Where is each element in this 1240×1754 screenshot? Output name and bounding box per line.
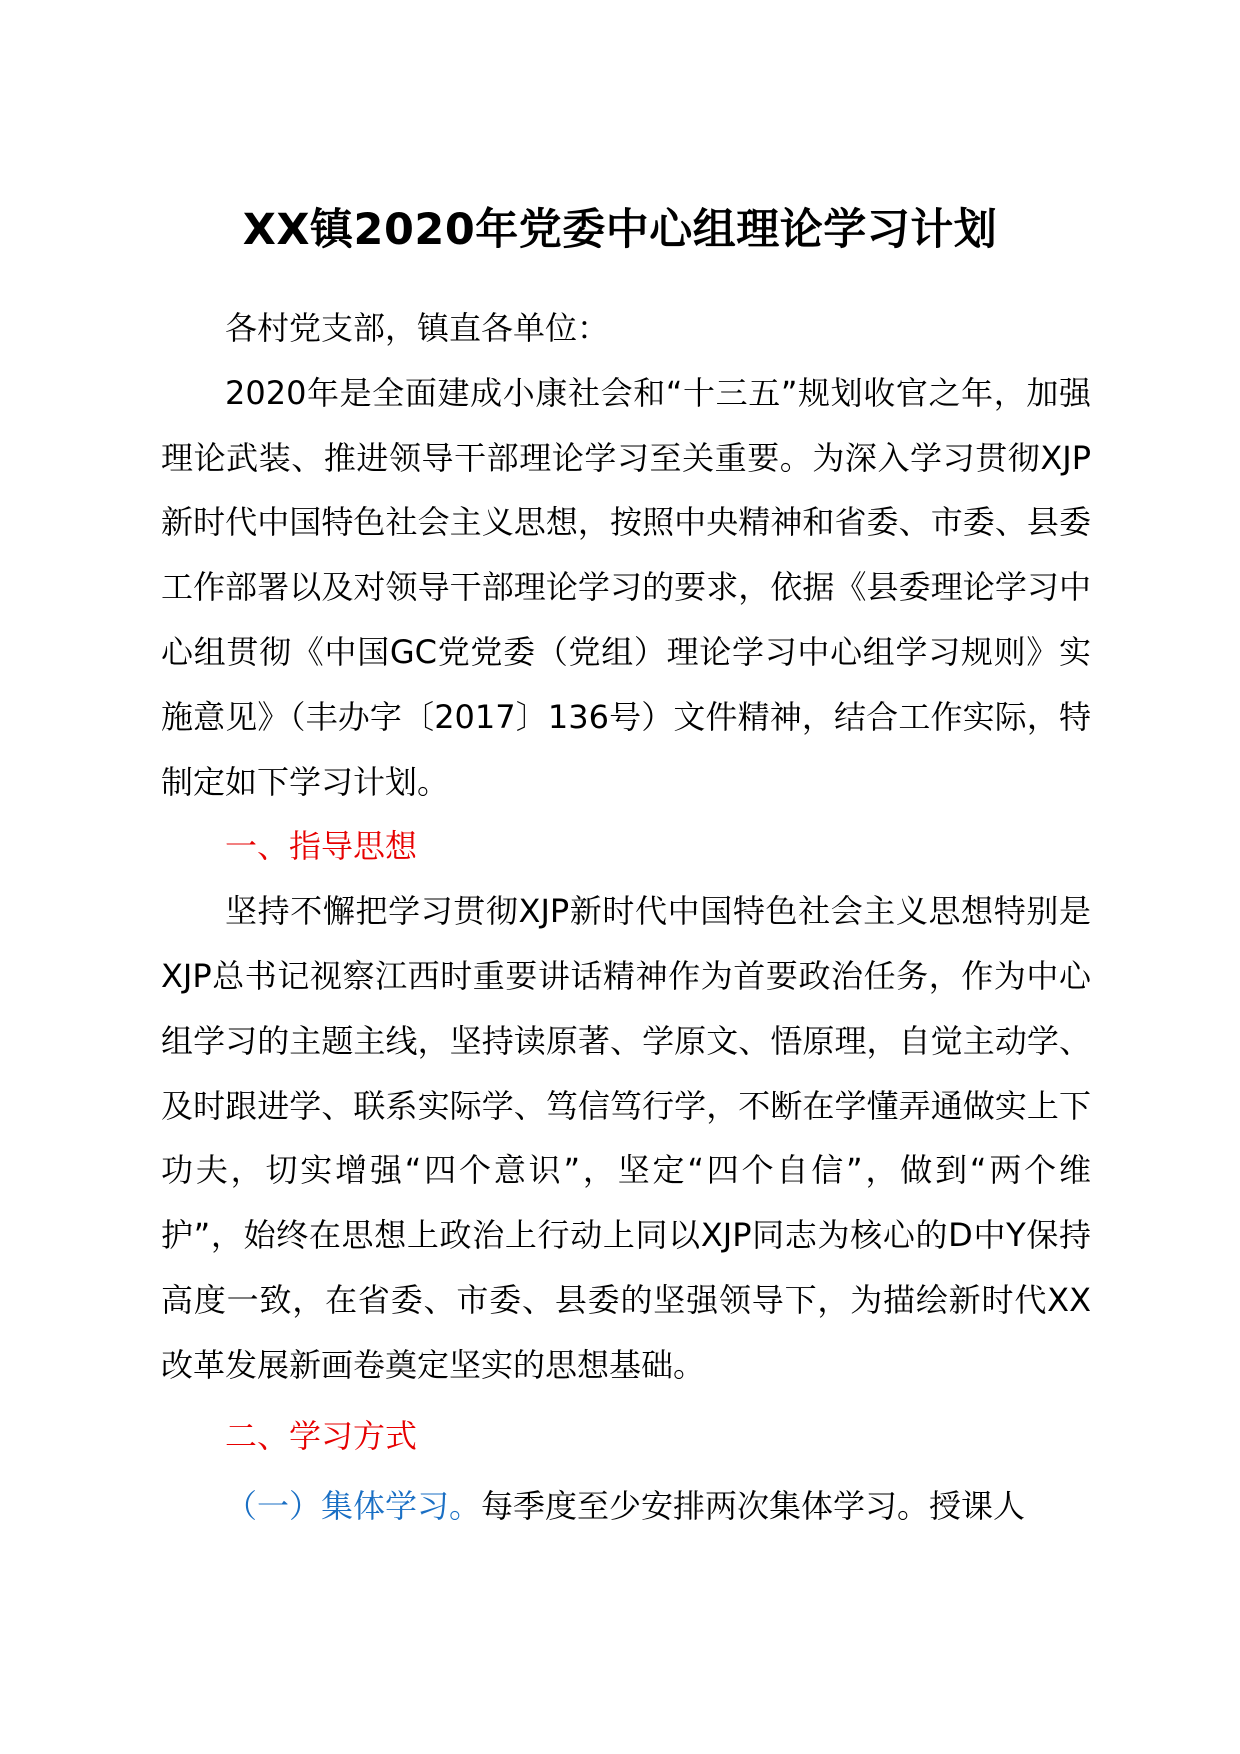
collective-study-paragraph: [161, 1474, 1091, 1539]
intro-paragraph: 2020年是全面建成小康社会和“十三五”规划收官之年，加强理论武装、推进领导干部理论学习至关重要。为深入学习贯彻XJP新时代中国特色社会主义思想，按照中央精神和省委、市委、县委工作部署以及对领导干部理论学习的要求，依据《县委理论学习中心组贯彻《中国GC党党委（党组）理论学习中心组学习规则》实施意见》（丰办字〔2017〕136号）文件精神，结合工作实际，特制定如下学习计划。: [161, 373, 1091, 801]
collective-study-text: 每季度至少安排两次集体学习。授课人: [481, 1487, 1026, 1526]
subsection-label-collective-study: （一）集体学习。: [225, 1487, 482, 1526]
guiding-ideology-paragraph: 坚持不懈把学习贯彻XJP新时代中国特色社会主义思想特别是XJP总书记视察江西时重要讲话精神作为首要政治任务，作为中心组学习的主题主线，坚持读原著、学原文、悟原理，自觉主动学、及时跟进学、联系实际学、笃信笃行学，不断在学懂弄通做实上下功夫，切实增强“四个意识”，坚定“四个自信”，做到“两个维护”，始终在思想上政治上行动上同以XJP同志为核心的D中Y保持高度一致，在省委、市委、县委的坚强领导下，为描绘新时代XX改革发展新画卷奠定坚实的思想基础。: [161, 892, 1091, 1384]
salutation: 各村党支部，镇直各单位：: [225, 309, 610, 347]
section-heading-study-method: 二、学习方式: [225, 1416, 418, 1455]
document-body: [161, 296, 1091, 1539]
document-title: XX镇2020年党委中心组理论学习计划: [242, 205, 998, 255]
section-heading-guiding-ideology: 一、指导思想: [225, 827, 418, 866]
